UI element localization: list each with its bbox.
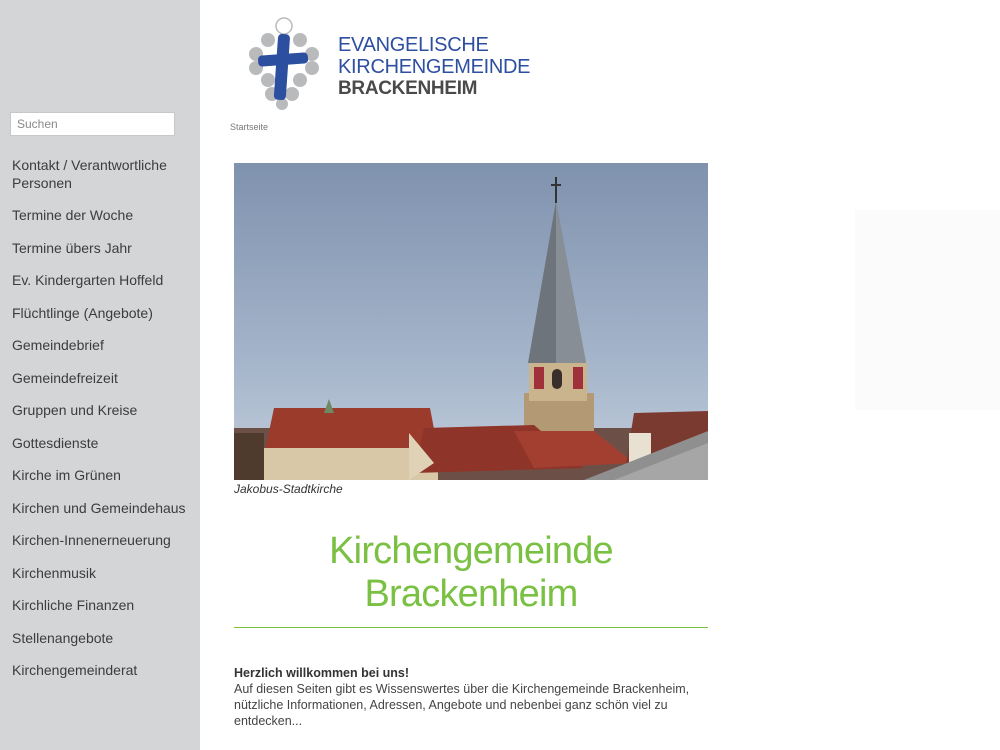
- sidebar-item-kirchen-gemeindehaus[interactable]: Kirchen und Gemeindehaus: [12, 499, 186, 516]
- sidebar-item-kontakt[interactable]: Kontakt / Verantwortliche Personen: [12, 157, 167, 191]
- sidebar-item-gruppen[interactable]: Gruppen und Kreise: [12, 402, 138, 418]
- welcome-text: Auf diesen Seiten gibt es Wissenswertes über die Kirchengemeinde Brackenheim, nützliche Informationen, Adressen, Angebote und nebenbei ganz schön viel zu entdecken...: [234, 682, 690, 728]
- page-title: [234, 530, 708, 616]
- sidebar-item-fluechtlinge[interactable]: Flüchtlinge (Angebote): [12, 304, 153, 321]
- site-logo[interactable]: [246, 16, 546, 111]
- sidebar-item-gemeindefreizeit[interactable]: Gemeindefreizeit: [12, 369, 118, 386]
- sidebar-item-innenerneuerung[interactable]: Kirchen-Innenerneuerung: [12, 532, 171, 548]
- welcome-heading: Herzlich willkommen bei uns!: [234, 666, 410, 680]
- title-divider: [234, 627, 708, 628]
- sidebar-item-stellenangebote[interactable]: Stellenangebote: [12, 629, 114, 646]
- search-input[interactable]: [10, 112, 175, 136]
- hero-caption: Jakobus-Stadtkirche: [234, 482, 343, 496]
- sidebar: [0, 0, 200, 750]
- logo-line-3: BRACKENHEIM: [338, 78, 478, 99]
- sidebar-item-kindergarten[interactable]: Ev. Kindergarten Hoffeld: [12, 272, 164, 288]
- church-logo-icon: [246, 16, 326, 111]
- sidebar-item-kirchenmusik[interactable]: Kirchenmusik: [12, 564, 97, 581]
- sidebar-item-kirchengemeinderat[interactable]: Kirchengemeinderat: [12, 662, 138, 678]
- sidebar-item-gemeindebrief[interactable]: Gemeindebrief: [12, 337, 104, 353]
- logo-line-1: EVANGELISCHE: [338, 34, 489, 56]
- welcome-section: [234, 665, 708, 729]
- sidebar-item-termine-woche[interactable]: Termine der Woche: [12, 207, 134, 223]
- hero-image: [234, 163, 708, 480]
- sidebar-item-termine-jahr[interactable]: Termine übers Jahr: [12, 239, 132, 256]
- logo-text: [338, 34, 530, 100]
- logo-line-2: KIRCHENGEMEINDE: [338, 56, 531, 78]
- sidebar-item-finanzen[interactable]: Kirchliche Finanzen: [12, 597, 135, 613]
- page-title-line-1: Kirchengemeinde: [329, 530, 613, 572]
- sidebar-nav: [12, 157, 192, 695]
- faint-decoration: [855, 210, 1000, 410]
- sidebar-item-kirche-gruenen[interactable]: Kirche im Grünen: [12, 467, 121, 483]
- page-title-line-2: Brackenheim: [364, 573, 578, 615]
- sidebar-item-gottesdienste[interactable]: Gottesdienste: [12, 434, 99, 451]
- breadcrumb[interactable]: Startseite: [230, 122, 269, 132]
